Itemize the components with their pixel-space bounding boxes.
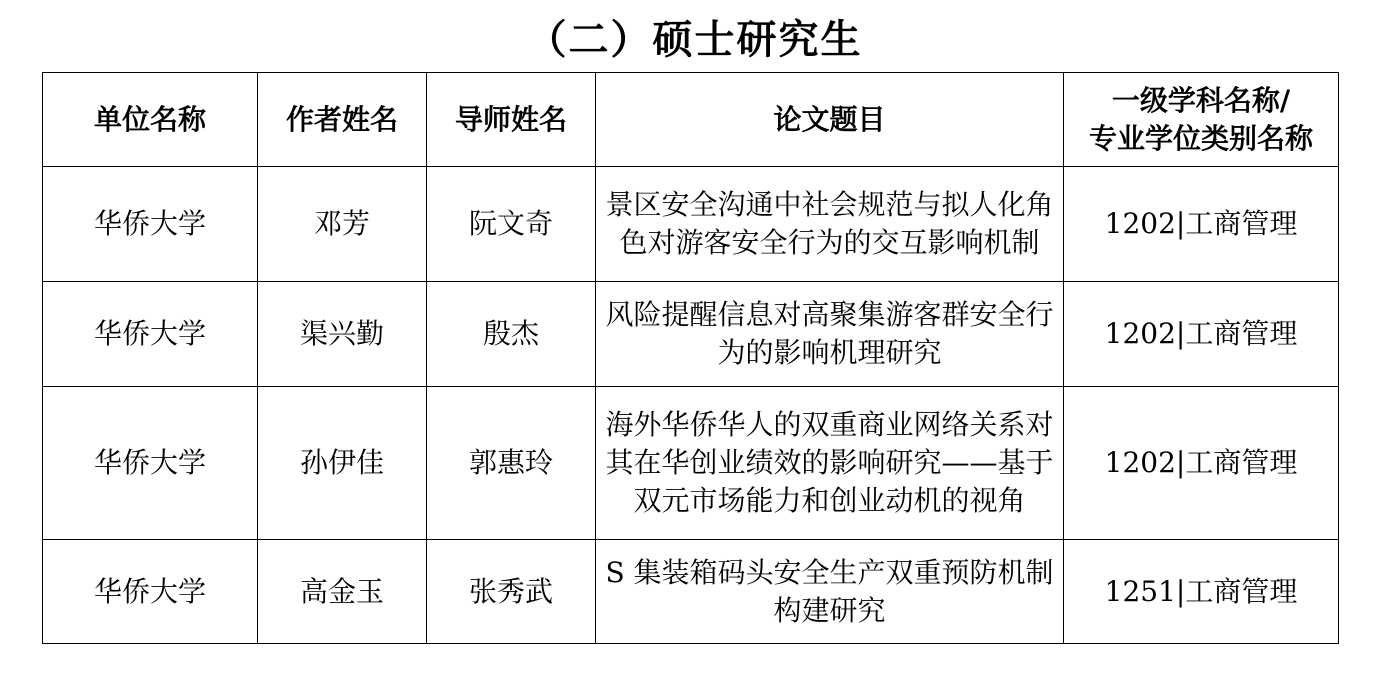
cell-unit: 华侨大学 bbox=[43, 540, 258, 644]
cell-thesis: 景区安全沟通中社会规范与拟人化角色对游客安全行为的交互影响机制 bbox=[596, 167, 1064, 282]
thesis-table bbox=[42, 72, 1339, 644]
cell-advisor: 张秀武 bbox=[427, 540, 596, 644]
cell-discipline: 1202|工商管理 bbox=[1064, 387, 1339, 540]
table-row bbox=[43, 540, 1339, 644]
table-row bbox=[43, 282, 1339, 387]
table-header-row bbox=[43, 73, 1339, 167]
cell-thesis: 风险提醒信息对高聚集游客群安全行为的影响机理研究 bbox=[596, 282, 1064, 387]
header-discipline-line1: 一级学科名称/ bbox=[1111, 83, 1291, 117]
header-discipline-line2: 专业学位类别名称 bbox=[1088, 121, 1313, 155]
header-author: 作者姓名 bbox=[258, 73, 427, 167]
cell-author: 渠兴勤 bbox=[258, 282, 427, 387]
table-row bbox=[43, 387, 1339, 540]
cell-advisor: 殷杰 bbox=[427, 282, 596, 387]
header-discipline bbox=[1064, 73, 1339, 167]
header-unit: 单位名称 bbox=[43, 73, 258, 167]
cell-thesis: S 集装箱码头安全生产双重预防机制构建研究 bbox=[596, 540, 1064, 644]
cell-unit: 华侨大学 bbox=[43, 282, 258, 387]
cell-author: 邓芳 bbox=[258, 167, 427, 282]
cell-discipline: 1202|工商管理 bbox=[1064, 282, 1339, 387]
page-title: （二）硕士研究生 bbox=[526, 16, 863, 63]
cell-thesis: 海外华侨华人的双重商业网络关系对其在华创业绩效的影响研究——基于双元市场能力和创业动机的视角 bbox=[596, 387, 1064, 540]
header-advisor: 导师姓名 bbox=[427, 73, 596, 167]
cell-advisor: 郭惠玲 bbox=[427, 387, 596, 540]
table-row bbox=[43, 167, 1339, 282]
cell-discipline: 1202|工商管理 bbox=[1064, 167, 1339, 282]
header-thesis: 论文题目 bbox=[596, 73, 1064, 167]
cell-discipline: 1251|工商管理 bbox=[1064, 540, 1339, 644]
cell-unit: 华侨大学 bbox=[43, 387, 258, 540]
cell-author: 高金玉 bbox=[258, 540, 427, 644]
cell-advisor: 阮文奇 bbox=[427, 167, 596, 282]
cell-unit: 华侨大学 bbox=[43, 167, 258, 282]
cell-author: 孙伊佳 bbox=[258, 387, 427, 540]
